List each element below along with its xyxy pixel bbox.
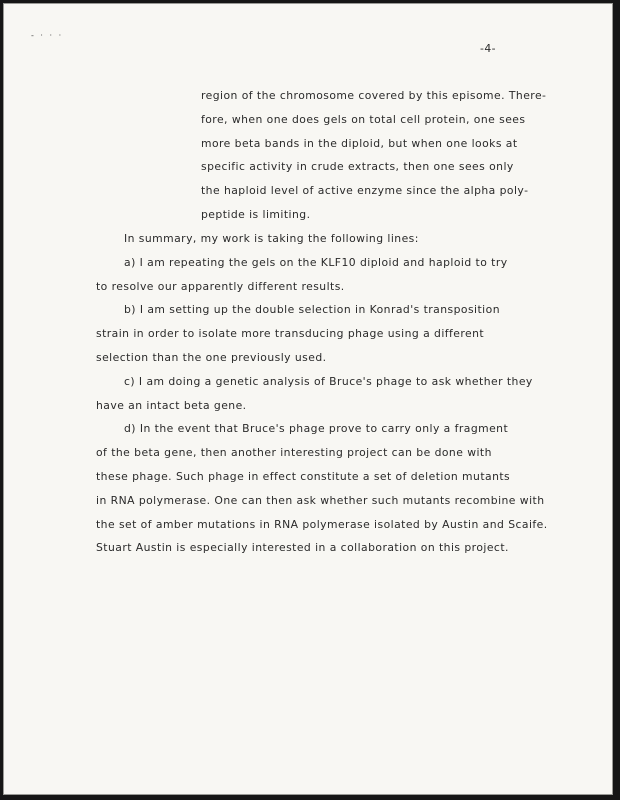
item-d-line: Stuart Austin is especially interested in a collaboration on this project. [96,541,509,555]
item-b-line: strain in order to isolate more transducing phage using a different [96,327,485,341]
item-d-line: these phage. Such phage in effect constitute a set of deletion mutants [96,469,511,483]
item-b-line: selection than the one previously used. [96,350,327,364]
continued-paragraph [201,84,546,227]
text-line: region of the chromosome covered by this episome. There- [201,89,547,102]
document-page [3,3,613,795]
summary-intro-line: In summary, my work is taking the following lines: [124,232,419,245]
item-a-line: a) I am repeating the gels on the KLF10 diploid and haploid to try [124,255,508,269]
margin-marks: - · · · [31,31,64,40]
page-number: -4- [480,42,497,55]
item-c-line: have an intact beta gene. [96,398,247,412]
item-b-line: b) I am setting up the double selection in Konrad's transposition [124,303,500,317]
text-line: peptide is limiting. [201,207,311,221]
text-line: specific activity in crude extracts, then one sees only [201,160,514,174]
text-line: the haploid level of active enzyme since the alpha poly- [201,184,529,198]
item-a-line: to resolve our apparently different results. [96,279,345,293]
main-body [96,227,548,560]
text-line: fore, when one does gels on total cell protein, one sees [201,112,526,126]
item-c-line: c) I am doing a genetic analysis of Bruce's phage to ask whether they [124,374,533,388]
item-d-line: in RNA polymerase. One can then ask whether such mutants recombine with [96,493,545,507]
item-d-line: the set of amber mutations in RNA polymerase isolated by Austin and Scaife. [96,517,548,531]
text-line: more beta bands in the diploid, but when one looks at [201,136,518,150]
item-d-line: of the beta gene, then another interesting project can be done with [96,446,492,460]
item-d-line: d) In the event that Bruce's phage prove to carry only a fragment [124,422,509,436]
